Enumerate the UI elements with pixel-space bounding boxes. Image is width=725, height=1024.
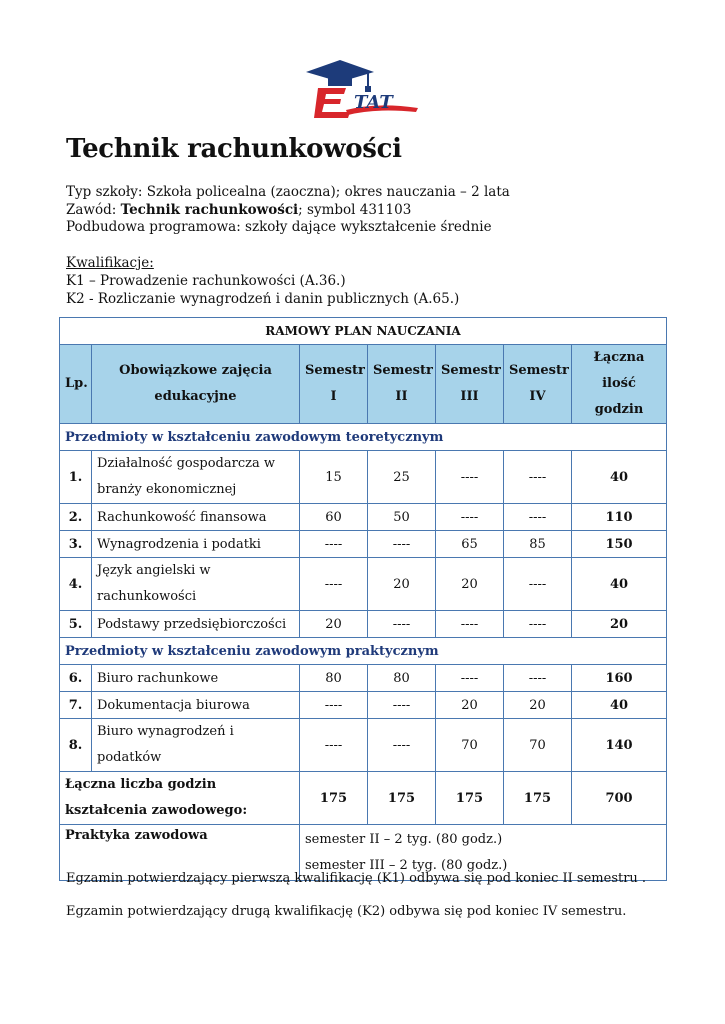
table-row — [60, 719, 667, 772]
row-semester-3: ---- — [436, 504, 504, 531]
table-caption-row — [60, 318, 667, 345]
row-semester-1: ---- — [300, 719, 368, 772]
row-total: 150 — [572, 531, 667, 558]
section-theory-row — [60, 424, 667, 451]
logo-text: TAT — [354, 92, 393, 113]
row-semester-1: 80 — [300, 665, 368, 692]
sum-semester-2: 175 — [368, 772, 436, 825]
sum-semester-1: 175 — [300, 772, 368, 825]
row-semester-1: ---- — [300, 531, 368, 558]
row-subject: Biuro rachunkowe — [92, 665, 300, 692]
row-lp: 2. — [60, 504, 92, 531]
table-header-row — [60, 345, 667, 424]
table-row — [60, 451, 667, 504]
curriculum-table — [59, 317, 667, 881]
row-semester-4: ---- — [504, 558, 572, 611]
table-row — [60, 665, 667, 692]
school-info — [66, 184, 510, 237]
header-lp: Lp. — [60, 345, 92, 424]
profession-line — [66, 202, 510, 220]
row-semester-3: ---- — [436, 665, 504, 692]
section-practice-label: Przedmioty w kształceniu zawodowym praktycznym — [60, 638, 667, 665]
row-semester-3: 65 — [436, 531, 504, 558]
page-title: Technik rachunkowości — [66, 134, 402, 164]
profession-name: Technik rachunkowości — [120, 201, 299, 218]
row-semester-1: ---- — [300, 558, 368, 611]
row-semester-2: ---- — [368, 719, 436, 772]
row-lp: 8. — [60, 719, 92, 772]
row-semester-2: 80 — [368, 665, 436, 692]
curriculum-line: Podbudowa programowa: szkoły dające wykształcenie średnie — [66, 219, 492, 235]
row-total: 40 — [572, 558, 667, 611]
header-semester-3: Semestr III — [436, 345, 504, 424]
row-semester-4: ---- — [504, 611, 572, 638]
table-row — [60, 531, 667, 558]
row-semester-3: ---- — [436, 451, 504, 504]
row-semester-2: ---- — [368, 611, 436, 638]
row-subject: Wynagrodzenia i podatki — [92, 531, 300, 558]
section-practice-row — [60, 638, 667, 665]
table-row — [60, 558, 667, 611]
row-subject: Biuro wynagrodzeń i podatków — [92, 719, 300, 772]
row-lp: 7. — [60, 692, 92, 719]
header-semester-1: Semestr I — [300, 345, 368, 424]
row-semester-2: 50 — [368, 504, 436, 531]
row-semester-1: 20 — [300, 611, 368, 638]
row-lp: 4. — [60, 558, 92, 611]
row-semester-3: 20 — [436, 558, 504, 611]
internship-label: Praktyka zawodowa — [60, 825, 300, 881]
qualifications-heading: Kwalifikacje: — [66, 255, 154, 271]
sum-total: 700 — [572, 772, 667, 825]
table-row — [60, 504, 667, 531]
row-lp: 5. — [60, 611, 92, 638]
row-semester-3: ---- — [436, 611, 504, 638]
qualification-k2: K2 - Rozliczanie wynagrodzeń i danin publicznych (A.65.) — [66, 291, 460, 307]
sum-semester-3: 175 — [436, 772, 504, 825]
table-row — [60, 692, 667, 719]
row-semester-4: 70 — [504, 719, 572, 772]
header-semester-4: Semestr IV — [504, 345, 572, 424]
row-semester-2: 25 — [368, 451, 436, 504]
row-subject: Język angielski w rachunkowości — [92, 558, 300, 611]
profession-prefix: Zawód: — [66, 201, 121, 218]
section-theory-label: Przedmioty w kształceniu zawodowym teoretycznym — [60, 424, 667, 451]
row-subject: Podstawy przedsiębiorczości — [92, 611, 300, 638]
row-semester-2: ---- — [368, 531, 436, 558]
row-semester-4: ---- — [504, 665, 572, 692]
row-semester-4: ---- — [504, 451, 572, 504]
row-lp: 3. — [60, 531, 92, 558]
row-semester-4: 20 — [504, 692, 572, 719]
header-semester-2: Semestr II — [368, 345, 436, 424]
row-semester-4: ---- — [504, 504, 572, 531]
row-semester-1: 60 — [300, 504, 368, 531]
row-semester-3: 20 — [436, 692, 504, 719]
row-semester-2: ---- — [368, 692, 436, 719]
row-semester-3: 70 — [436, 719, 504, 772]
table-caption: RAMOWY PLAN NAUCZANIA — [60, 318, 667, 345]
row-total: 20 — [572, 611, 667, 638]
row-subject: Rachunkowość finansowa — [92, 504, 300, 531]
row-semester-2: 20 — [368, 558, 436, 611]
school-logo — [306, 52, 422, 126]
sum-semester-4: 175 — [504, 772, 572, 825]
table-row — [60, 611, 667, 638]
row-semester-4: 85 — [504, 531, 572, 558]
row-lp: 6. — [60, 665, 92, 692]
internship-line-2: semester III – 2 tyg. (80 godz.) — [305, 857, 508, 873]
row-total: 110 — [572, 504, 667, 531]
header-total: Łączna ilość godzin — [572, 345, 667, 424]
qualifications — [66, 254, 459, 308]
graduation-cap-logo-icon — [306, 52, 422, 126]
row-subject: Działalność gospodarcza w branży ekonomicznej — [92, 451, 300, 504]
qualification-k1: K1 – Prowadzenie rachunkowości (A.36.) — [66, 273, 346, 289]
row-total: 140 — [572, 719, 667, 772]
exam-note-1: Egzamin potwierdzający pierwszą kwalifikację (K1) odbywa się pod koniec II semestru . — [66, 871, 647, 886]
sum-label: Łączna liczba godzin kształcenia zawodowego: — [60, 772, 300, 825]
row-semester-1: ---- — [300, 692, 368, 719]
profession-suffix: ; symbol 431103 — [298, 201, 412, 218]
row-total: 40 — [572, 692, 667, 719]
school-type-line: Typ szkoły: Szkoła policealna (zaoczna); okres nauczania – 2 lata — [66, 184, 510, 200]
exam-note-2: Egzamin potwierdzający drugą kwalifikację (K2) odbywa się pod koniec IV semestru. — [66, 904, 627, 919]
row-semester-1: 15 — [300, 451, 368, 504]
sum-row — [60, 772, 667, 825]
row-lp: 1. — [60, 451, 92, 504]
row-total: 160 — [572, 665, 667, 692]
row-subject: Dokumentacja biurowa — [92, 692, 300, 719]
internship-line-1: semester II – 2 tyg. (80 godz.) — [305, 831, 503, 847]
row-total: 40 — [572, 451, 667, 504]
header-subject: Obowiązkowe zajęcia edukacyjne — [92, 345, 300, 424]
